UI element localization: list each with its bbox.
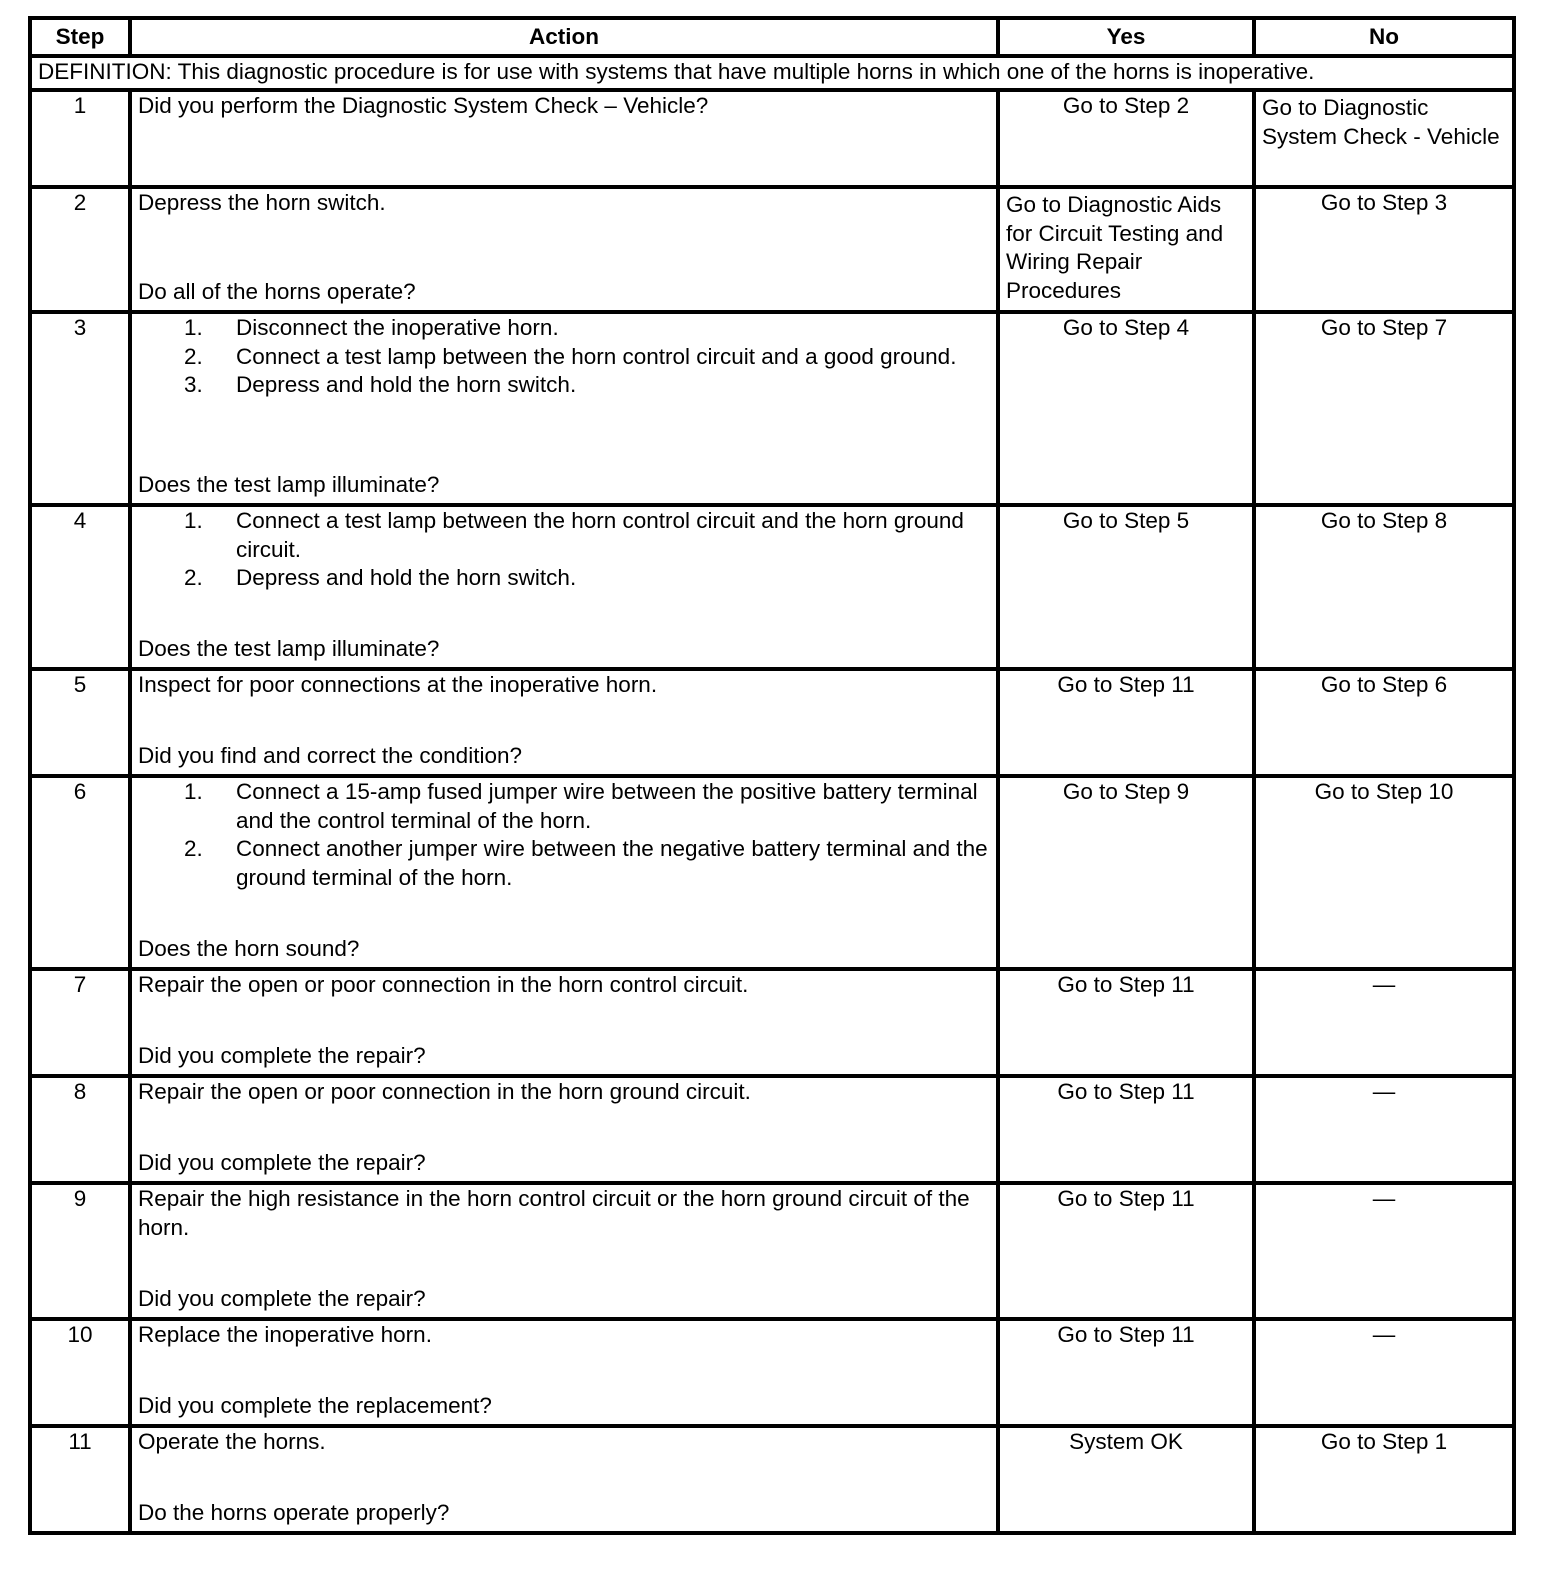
action-instructions: [138, 671, 990, 700]
action-cell: [130, 187, 998, 312]
action-cell: [130, 505, 998, 669]
action-instructions: [138, 507, 990, 593]
action-content: [138, 1321, 990, 1420]
action-step-item: Depress and hold the horn switch.: [236, 372, 577, 397]
action-steps-list: [138, 314, 990, 400]
action-cell: [130, 312, 998, 505]
no-result: Go to Step 6: [1254, 669, 1514, 776]
action-step-item: Disconnect the inoperative horn.: [236, 315, 559, 340]
no-result: Go to Diagnostic System Check - Vehicle: [1254, 90, 1514, 187]
action-content: [138, 778, 990, 963]
no-result: Go to Step 7: [1254, 312, 1514, 505]
action-question: Did you complete the repair?: [138, 1285, 426, 1311]
header-step: Step: [30, 18, 130, 56]
action-instructions: [138, 314, 990, 400]
action-content: [138, 1078, 990, 1177]
action-cell: [130, 90, 998, 187]
yes-result: Go to Step 11: [998, 1319, 1254, 1426]
action-content: [138, 189, 990, 306]
yes-result: Go to Step 5: [998, 505, 1254, 669]
action-question: Does the test lamp illuminate?: [138, 471, 440, 497]
action-question: Does the test lamp illuminate?: [138, 635, 440, 661]
action-content: [138, 92, 990, 181]
table-row: [30, 1319, 1514, 1426]
action-cell: [130, 776, 998, 969]
table-row: [30, 187, 1514, 312]
action-text: Did you perform the Diagnostic System Check – Vehicle?: [138, 93, 709, 118]
action-question: Did you complete the replacement?: [138, 1392, 492, 1418]
yes-result: Go to Step 4: [998, 312, 1254, 505]
action-text: Depress the horn switch.: [138, 190, 386, 215]
header-row: [30, 18, 1514, 56]
action-question: Did you complete the repair?: [138, 1042, 426, 1068]
no-result: —: [1254, 1183, 1514, 1319]
action-cell: [130, 1426, 998, 1533]
step-number: 7: [30, 969, 130, 1076]
table-row: [30, 776, 1514, 969]
action-steps-list: [138, 507, 990, 593]
action-step-item: Depress and hold the horn switch.: [236, 565, 577, 590]
action-content: [138, 971, 990, 1070]
yes-result: Go to Diagnostic Aids for Circuit Testing and Wiring Repair Procedures: [998, 187, 1254, 312]
table-row: [30, 1076, 1514, 1183]
action-instructions: [138, 1185, 990, 1242]
action-content: [138, 671, 990, 770]
step-number: 2: [30, 187, 130, 312]
action-question: Did you complete the repair?: [138, 1149, 426, 1175]
yes-result: Go to Step 2: [998, 90, 1254, 187]
no-result: Go to Step 3: [1254, 187, 1514, 312]
header-no: No: [1254, 18, 1514, 56]
action-cell: [130, 1183, 998, 1319]
yes-result: Go to Step 11: [998, 969, 1254, 1076]
action-step-item: Connect a 15-amp fused jumper wire between the positive battery terminal and the control terminal of the horn.: [236, 779, 978, 833]
no-result: Go to Step 10: [1254, 776, 1514, 969]
step-number: 1: [30, 90, 130, 187]
step-number: 10: [30, 1319, 130, 1426]
action-instructions: [138, 92, 990, 121]
step-number: 8: [30, 1076, 130, 1183]
action-cell: [130, 969, 998, 1076]
action-text: Repair the open or poor connection in the horn ground circuit.: [138, 1079, 751, 1104]
action-instructions: [138, 1321, 990, 1350]
action-instructions: [138, 189, 990, 218]
action-text: Repair the high resistance in the horn control circuit or the horn ground circuit of the horn.: [138, 1186, 970, 1240]
step-number: 9: [30, 1183, 130, 1319]
yes-result: Go to Step 9: [998, 776, 1254, 969]
action-question: Did you find and correct the condition?: [138, 742, 522, 768]
yes-result: System OK: [998, 1426, 1254, 1533]
step-number: 5: [30, 669, 130, 776]
no-result: Go to Step 8: [1254, 505, 1514, 669]
no-result: —: [1254, 969, 1514, 1076]
table-row: [30, 505, 1514, 669]
step-number: 6: [30, 776, 130, 969]
action-text: Operate the horns.: [138, 1429, 326, 1454]
table-row: [30, 1426, 1514, 1533]
action-instructions: [138, 971, 990, 1000]
definition-row: [30, 56, 1514, 90]
header-action: Action: [130, 18, 998, 56]
action-instructions: [138, 778, 990, 892]
action-content: [138, 507, 990, 663]
table-row: [30, 1183, 1514, 1319]
action-cell: [130, 1319, 998, 1426]
action-steps-list: [138, 778, 990, 892]
table-row: [30, 669, 1514, 776]
table-row: [30, 312, 1514, 505]
table-row: [30, 969, 1514, 1076]
action-step-item: Connect a test lamp between the horn control circuit and the horn ground circuit.: [236, 508, 964, 562]
action-step-item: Connect another jumper wire between the negative battery terminal and the ground terminal of the horn.: [236, 836, 988, 890]
action-cell: [130, 1076, 998, 1183]
action-text: Inspect for poor connections at the inoperative horn.: [138, 672, 658, 697]
definition-text: DEFINITION: This diagnostic procedure is for use with systems that have multiple horns in which one of the horns is inoperative.: [30, 56, 1514, 90]
step-number: 11: [30, 1426, 130, 1533]
action-content: [138, 314, 990, 499]
yes-result: Go to Step 11: [998, 1076, 1254, 1183]
action-instructions: [138, 1078, 990, 1107]
no-result: Go to Step 1: [1254, 1426, 1514, 1533]
action-content: [138, 1428, 990, 1527]
action-step-item: Connect a test lamp between the horn control circuit and a good ground.: [236, 343, 957, 369]
step-number: 3: [30, 312, 130, 505]
action-question: Do the horns operate properly?: [138, 1499, 450, 1525]
table-row: [30, 90, 1514, 187]
action-question: Do all of the horns operate?: [138, 278, 416, 304]
no-result: —: [1254, 1076, 1514, 1183]
header-yes: Yes: [998, 18, 1254, 56]
yes-result: Go to Step 11: [998, 669, 1254, 776]
action-question: Does the horn sound?: [138, 935, 360, 961]
action-instructions: [138, 1428, 990, 1457]
diagnostic-table-page: [28, 16, 1512, 1535]
diagnostic-table: [28, 16, 1516, 1535]
step-number: 4: [30, 505, 130, 669]
action-cell: [130, 669, 998, 776]
no-result: —: [1254, 1319, 1514, 1426]
action-content: [138, 1185, 990, 1313]
action-text: Repair the open or poor connection in the horn control circuit.: [138, 972, 749, 997]
yes-result: Go to Step 11: [998, 1183, 1254, 1319]
action-text: Replace the inoperative horn.: [138, 1322, 432, 1347]
